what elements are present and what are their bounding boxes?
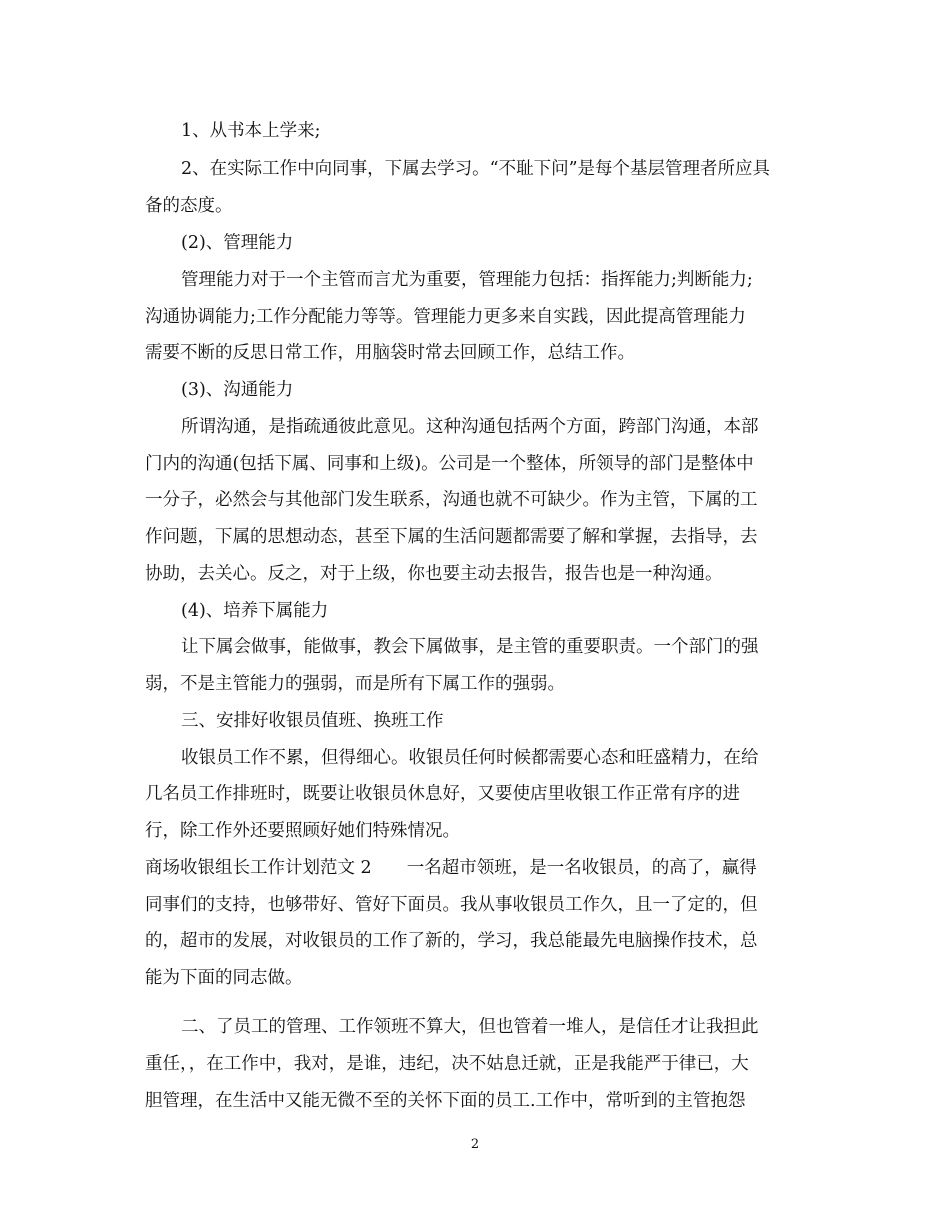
text-line: 胆管理，在生活中又能无微不至的关怀下面的员工.工作中，常听到的主管抱怨	[145, 1091, 746, 1111]
text-line: 能为下面的同志做。	[145, 968, 303, 988]
text-line: 同事们的支持，也够带好、管好下面员。我从事收银员工作久，且一了定的，但	[145, 895, 758, 915]
text-line: 2、在实际工作中向同事，下属去学习。“不耻下问”是每个基层管理者所应具	[181, 159, 771, 179]
text-line: 作问题，下属的思想动态，甚至下属的生活问题都需要了解和掌握，去指导，去	[145, 527, 758, 547]
text-line: 的，超市的发展，对收银员的工作了新的，学习，我总能最先电脑操作技术，总	[145, 931, 758, 951]
text-line: 一分子，必然会与其他部门发生联系，沟通也就不可缺少。作为主管，下属的工	[145, 490, 758, 510]
text-line: 备的态度。	[145, 196, 233, 216]
section-heading: 三、安排好收银员值班、换班工作	[181, 711, 444, 731]
section-heading: (4)、培养下属能力	[181, 601, 329, 621]
text-line: 协助，去关心。反之，对于上级，你也要主动去报告，报告也是一种沟通。	[145, 564, 723, 584]
text-line: 沟通协调能力;工作分配能力等等。管理能力更多来自实践，因此提高管理能力	[145, 307, 746, 327]
text-line: 门内的沟通(包括下属、同事和上级)。公司是一个整体，所领导的部门是整体中	[145, 454, 754, 474]
text-line: 所谓沟通，是指疏通彼此意见。这种沟通包括两个方面，跨部门沟通，本部	[181, 417, 759, 437]
text-line: 让下属会做事，能做事，教会下属做事，是主管的重要职责。一个部门的强	[181, 637, 759, 657]
section-heading: (2)、管理能力	[181, 233, 294, 253]
text-line: 1、从书本上学来;	[181, 121, 321, 141]
text-line: 弱，不是主管能力的强弱，而是所有下属工作的强弱。	[145, 674, 565, 694]
text-line: 行，除工作外还要照顾好她们特殊情况。	[145, 821, 460, 841]
text-line: 管理能力对于一个主管而言尤为重要，管理能力包括：指挥能力;判断能力;	[181, 270, 753, 290]
text-line: 需要不断的反思日常工作，用脑袋时常去回顾工作，总结工作。	[145, 343, 635, 363]
section-heading: (3)、沟通能力	[181, 380, 294, 400]
text-line: 几名员工作排班时，既要让收银员休息好，又要使店里收银工作正常有序的进	[145, 784, 740, 804]
text-line: 商场收银组长工作计划范文 2 一名超市领班，是一名收银员，的高了，赢得	[145, 858, 757, 878]
text-line: 二、了员工的管理、工作领班不算大，但也管着一堆人，是信任才让我担此	[181, 1017, 759, 1037]
text-line: 收银员工作不累，但得细心。收银员任何时候都需要心态和旺盛精力，在给	[181, 748, 759, 768]
page-number: 2	[470, 1137, 480, 1152]
text-line: 重任，，在工作中，我对，是谁，违纪，决不姑息迁就，正是我能严于律已，大	[145, 1054, 749, 1074]
